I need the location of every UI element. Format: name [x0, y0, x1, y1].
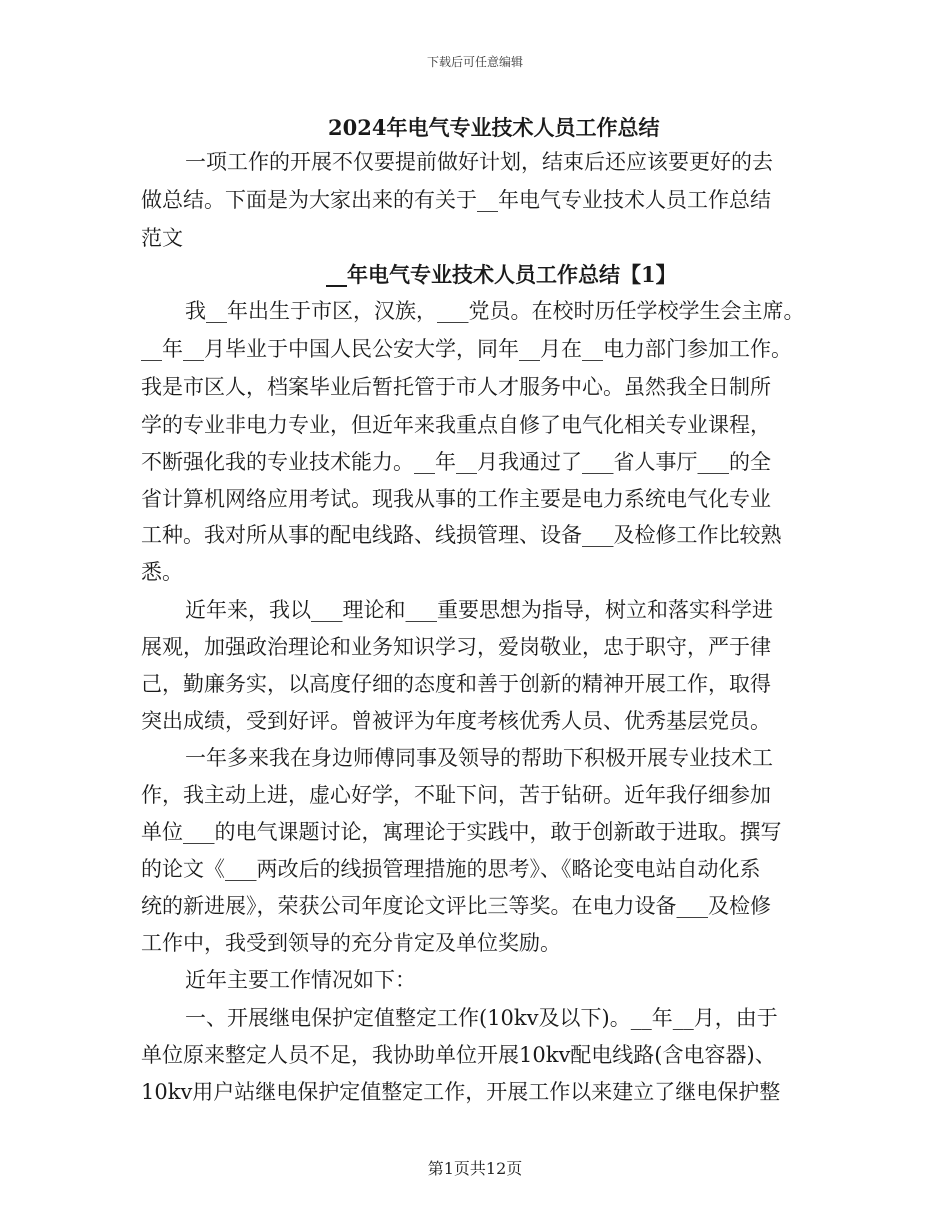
text-line: 不断强化我的专业技术能力。__年__月我通过了___省人事厅___的全 — [141, 450, 771, 474]
text-line: 悉。 — [141, 560, 183, 584]
text-line: 近年来，我以___理论和___重要思想为指导，树立和落实科学进 — [185, 598, 773, 622]
text-line: 工种。我对所从事的配电线路、线损管理、设备___及检修工作比较熟 — [141, 523, 782, 547]
text-line: 近年主要工作情况如下： — [185, 968, 416, 992]
text-line: 己，勤廉务实，以高度仔细的态度和善于创新的精神开展工作，取得 — [141, 672, 771, 696]
text-line: 一、开展继电保护定值整定工作(10kv及以下)。__年__月，由于 — [185, 1006, 778, 1030]
text-line: 做总结。下面是为大家出来的有关于__年电气专业技术人员工作总结 — [141, 188, 771, 212]
document-title: 2024年电气专业技术人员工作总结 — [328, 115, 660, 140]
text-line: 单位___的电气课题讨论，寓理论于实践中，敢于创新敢于进取。撰写 — [141, 820, 782, 844]
text-line: 范文 — [141, 226, 183, 250]
page-footer: 第1页共12页 — [427, 1159, 523, 1178]
text-line: 统的新进展》，荣获公司年度论文评比三等奖。在电力设备___及检修 — [141, 894, 771, 918]
page-header: 下载后可任意编辑 — [426, 55, 523, 69]
text-line: 单位原来整定人员不足，我协助单位开展10kv配电线路(含电容器)、 — [141, 1043, 776, 1067]
text-line: 作，我主动上进，虚心好学，不耻下问，苦于钻研。近年我仔细参加 — [141, 783, 771, 807]
text-line: 一项工作的开展不仅要提前做好计划，结束后还应该要更好的去 — [185, 150, 773, 174]
text-line: 学的专业非电力专业，但近年来我重点自修了电气化相关专业课程， — [141, 413, 771, 437]
text-line: 展观，加强政治理论和业务知识学习，爱岗敬业，忠于职守，严于律 — [141, 635, 771, 659]
text-line: 省计算机网络应用考试。现我从事的工作主要是电力系统电气化专业 — [141, 487, 771, 511]
text-line: 的论文《___两改后的线损管理措施的思考》、《略论变电站自动化系 — [141, 857, 761, 881]
section-heading: __年电气专业技术人员工作总结【1】 — [326, 262, 677, 287]
text-line: __年__月毕业于中国人民公安大学，同年__月在__电力部门参加工作。 — [141, 337, 792, 361]
text-line: 突出成绩，受到好评。曾被评为年度考核优秀人员、优秀基层党员。 — [141, 709, 771, 733]
text-line: 工作中，我受到领导的充分肯定及单位奖励。 — [141, 931, 561, 955]
text-line: 一年多来我在身边师傅同事及领导的帮助下积极开展专业技术工 — [185, 746, 773, 770]
text-line: 我__年出生于市区，汉族，___党员。在校时历任学校学生会主席。 — [185, 299, 805, 323]
text-line: 10kv用户站继电保护定值整定工作，开展工作以来建立了继电保护整 — [141, 1080, 781, 1104]
text-line: 我是市区人，档案毕业后暂托管于市人才服务中心。虽然我全日制所 — [141, 375, 771, 399]
